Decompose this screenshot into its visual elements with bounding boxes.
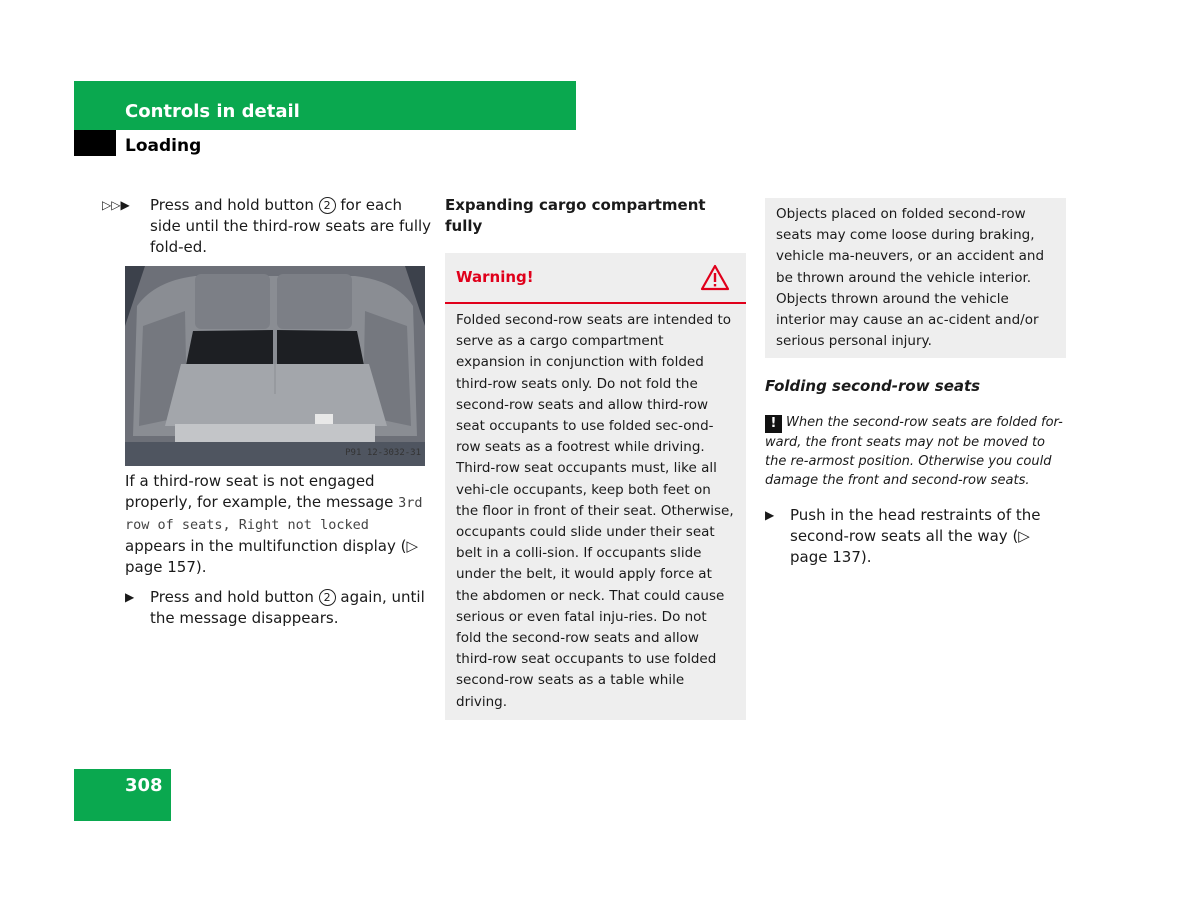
subsection-heading: Folding second-row seats bbox=[765, 377, 981, 396]
section-heading: Expanding cargo compartment fully bbox=[445, 196, 706, 235]
bullet-arrow-icon: ▶ bbox=[125, 590, 135, 604]
paragraph-text-start: If a third-row seat is not engaged properly, for example, the message bbox=[125, 472, 399, 511]
column-middle bbox=[445, 195, 746, 720]
step-text-start: Press and hold button bbox=[150, 196, 319, 214]
photo-reference-id: P91 12-3032-31 bbox=[345, 448, 421, 458]
column-left bbox=[102, 195, 432, 629]
paragraph-not-engaged bbox=[125, 471, 432, 578]
warning-body: Folded second-row seats are intended to serve as a cargo compartment expansion in conjunction with folded third-row seats only. Do not fold the second-row seats and allow third-row seat occupants to use folded sec-ond-row seats as a footrest while driving. Third-row seat occupants must, like all vehi-cle occupants, keep both feet on the floor in front of their seat. Otherwise, occupants could slide under their seat belt in a colli-sion. If occupants slide under the belt, it would apply force at the abdomen or neck. That could cause serious or even fatal inju-ries. Do not fold the second-row seats and allow third-row seat occupants to use folded second-row seats as a table while driving. bbox=[456, 312, 734, 710]
warning-header bbox=[445, 253, 746, 304]
step-text-end: again, until the message disappears. bbox=[150, 588, 425, 627]
info-box: Objects placed on folded second-row seats may come loose during braking, vehicle ma-neuvers, or an accident and be thrown around the vehicle interior. Objects thrown around the vehicle interior may cause an ac-cident and/or serious personal injury. bbox=[765, 198, 1066, 358]
exclamation-icon: ! bbox=[765, 415, 782, 433]
step-text-end: for each side until the third-row seats are fully fold-ed. bbox=[150, 196, 432, 256]
continuation-arrows-icon: ▷▷▶ bbox=[102, 198, 130, 212]
subsection-title: Loading bbox=[125, 136, 202, 156]
bullet-arrow-icon: ▶ bbox=[765, 508, 775, 523]
step-press-hold-again bbox=[125, 587, 432, 629]
warning-triangle-icon bbox=[700, 264, 730, 297]
warning-label: Warning! bbox=[456, 268, 534, 286]
warning-box bbox=[445, 253, 746, 720]
damage-note bbox=[765, 413, 1066, 490]
section-title: Controls in detail bbox=[125, 101, 300, 122]
column-right bbox=[765, 198, 1066, 568]
paragraph-text-end: appears in the multifunction display (▷ page 157). bbox=[125, 537, 419, 576]
step-text: Push in the head restraints of the second-row seats all the way (▷ page 137). bbox=[790, 506, 1041, 567]
step-press-hold bbox=[102, 195, 432, 258]
step-push-head-restraints bbox=[765, 505, 1066, 568]
section-tab-marker bbox=[74, 130, 116, 156]
button-number-badge: 2 bbox=[319, 197, 336, 214]
step-text-start: Press and hold button bbox=[150, 588, 319, 606]
display-message: 3rd row of seats, Right not locked bbox=[125, 495, 423, 533]
page-number: 308 bbox=[125, 775, 163, 796]
note-text: When the second-row seats are folded for-ward, the front seats may not be moved to the re-armost position. Otherwise you could damage the front and second-row seats. bbox=[765, 415, 1063, 489]
cargo-compartment-photo bbox=[125, 266, 425, 466]
button-number-badge: 2 bbox=[319, 589, 336, 606]
